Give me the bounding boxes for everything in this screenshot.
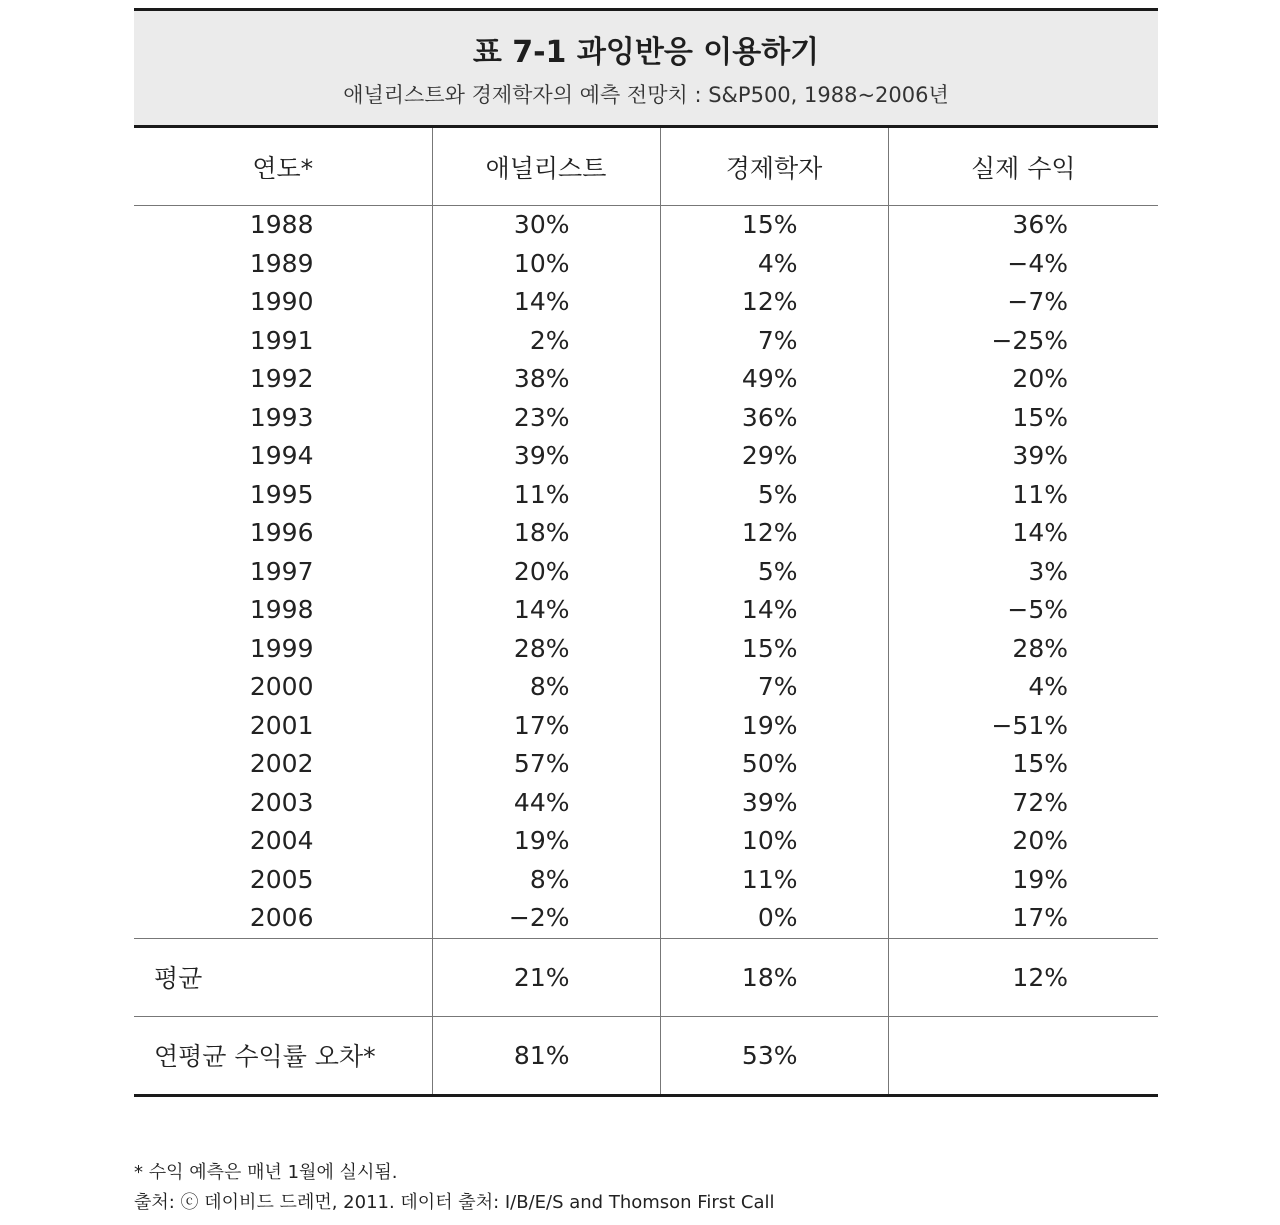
data-table xyxy=(134,8,1158,1097)
header-analyst: 애널리스트 xyxy=(432,128,660,206)
economist-cell: 15% xyxy=(741,210,798,239)
error-analyst: 81% xyxy=(432,1016,660,1095)
actual-cell: −5% xyxy=(1007,595,1068,624)
survey-note: * 수익 예측은 매년 1월에 실시됨. xyxy=(134,1162,398,1183)
analyst-cell: 30% xyxy=(513,210,570,239)
economist-cell: 5% xyxy=(757,556,798,586)
actual-cell: 17% xyxy=(1012,903,1068,932)
average-row xyxy=(134,938,1158,1016)
year-cell: 1999 xyxy=(249,633,314,663)
economist-cell: 7% xyxy=(757,672,798,701)
year-cell: 1998 xyxy=(249,595,314,624)
actual-cell: 3% xyxy=(1028,556,1068,586)
analyst-cell: 14% xyxy=(513,595,570,624)
year-cell: 2000 xyxy=(249,672,314,701)
analyst-cell: 39% xyxy=(513,441,570,470)
actual-cell: −4% xyxy=(1007,248,1068,278)
actual-cell: 15% xyxy=(1012,749,1068,778)
year-cell: 1993 xyxy=(249,402,314,432)
economist-cell: 7% xyxy=(757,325,798,355)
analyst-cell: 8% xyxy=(529,864,570,894)
actual-cell: 28% xyxy=(1012,633,1068,663)
year-cell: 2006 xyxy=(249,903,314,932)
actual-cell: 72% xyxy=(1012,787,1068,817)
actual-cell: 20% xyxy=(1012,826,1068,855)
source-note: 출처: ⓒ 데이비드 드레먼, 2011. 데이터 출처: I/B/E/S and Thomson First Call xyxy=(134,1192,775,1213)
header-economist: 경제학자 xyxy=(660,128,888,206)
error-label: 연평균 수익률 오차* xyxy=(134,1016,432,1095)
yearly-rows xyxy=(134,206,1158,939)
economist-cell: 4% xyxy=(757,248,798,278)
economist-cell: 29% xyxy=(741,441,798,470)
analyst-cell: 20% xyxy=(513,556,570,586)
economist-cell: 19% xyxy=(741,710,798,740)
actual-cell: 36% xyxy=(1012,210,1068,239)
analyst-cell: 57% xyxy=(513,749,570,778)
year-cell: 2005 xyxy=(249,864,314,894)
economist-column xyxy=(660,206,888,939)
average-actual: 12% xyxy=(888,938,1158,1016)
year-cell: 1996 xyxy=(249,518,314,547)
analyst-cell: −2% xyxy=(508,903,570,932)
actual-cell: 19% xyxy=(1012,864,1068,894)
economist-cell: 50% xyxy=(741,749,798,778)
forecast-grid xyxy=(134,128,1158,1097)
footnotes xyxy=(134,1158,775,1218)
analyst-column xyxy=(432,206,660,939)
economist-cell: 15% xyxy=(741,633,798,663)
year-column xyxy=(134,206,432,939)
economist-cell: 11% xyxy=(741,864,798,894)
table-subtitle: 애널리스트와 경제학자의 예측 전망치 : S&P500, 1988~2006년 xyxy=(343,83,949,107)
actual-cell: −25% xyxy=(991,325,1068,355)
analyst-cell: 28% xyxy=(513,633,570,663)
year-cell: 2002 xyxy=(249,749,314,778)
error-row xyxy=(134,1016,1158,1095)
year-cell: 1992 xyxy=(249,364,314,393)
actual-cell: −7% xyxy=(1007,287,1068,316)
analyst-cell: 23% xyxy=(513,402,570,432)
year-cell: 1991 xyxy=(249,325,314,355)
analyst-cell: 2% xyxy=(529,325,570,355)
analyst-cell: 11% xyxy=(513,479,570,509)
actual-cell: 15% xyxy=(1012,402,1068,432)
year-cell: 1995 xyxy=(249,479,314,509)
analyst-cell: 10% xyxy=(513,248,570,278)
actual-cell: 14% xyxy=(1012,518,1068,547)
actual-cell: 4% xyxy=(1028,672,1068,701)
year-cell: 2003 xyxy=(249,787,314,817)
error-economist: 53% xyxy=(660,1016,888,1095)
error-actual xyxy=(888,1016,1158,1095)
header-row xyxy=(134,128,1158,206)
table-caption xyxy=(134,8,1158,128)
economist-cell: 0% xyxy=(757,903,798,932)
economist-cell: 14% xyxy=(741,595,798,624)
year-cell: 1989 xyxy=(249,248,314,278)
year-cell: 1997 xyxy=(249,556,314,586)
analyst-cell: 17% xyxy=(513,710,570,740)
year-cell: 1990 xyxy=(249,287,314,316)
average-label: 평균 xyxy=(134,938,432,1016)
analyst-cell: 18% xyxy=(513,518,570,547)
analyst-cell: 19% xyxy=(513,826,570,855)
analyst-cell: 8% xyxy=(529,672,570,701)
economist-cell: 10% xyxy=(741,826,798,855)
actual-column xyxy=(888,206,1158,939)
economist-cell: 39% xyxy=(741,787,798,817)
economist-cell: 49% xyxy=(741,364,798,393)
table-title: 표 7-1 과잉반응 이용하기 xyxy=(472,35,820,70)
actual-cell: 39% xyxy=(1012,441,1068,470)
analyst-cell: 38% xyxy=(513,364,570,393)
year-cell: 1994 xyxy=(249,441,314,470)
analyst-cell: 14% xyxy=(513,287,570,316)
economist-cell: 12% xyxy=(741,287,798,316)
header-actual: 실제 수익 xyxy=(888,128,1158,206)
header-year: 연도* xyxy=(134,128,432,206)
year-cell: 2001 xyxy=(249,710,314,740)
analyst-cell: 44% xyxy=(513,787,570,817)
actual-cell: 11% xyxy=(1012,479,1068,509)
economist-cell: 36% xyxy=(741,402,798,432)
year-cell: 2004 xyxy=(249,826,314,855)
average-analyst: 21% xyxy=(432,938,660,1016)
actual-cell: −51% xyxy=(991,710,1068,740)
year-cell: 1988 xyxy=(249,210,314,239)
economist-cell: 12% xyxy=(741,518,798,547)
actual-cell: 20% xyxy=(1012,364,1068,393)
average-economist: 18% xyxy=(660,938,888,1016)
economist-cell: 5% xyxy=(757,479,798,509)
